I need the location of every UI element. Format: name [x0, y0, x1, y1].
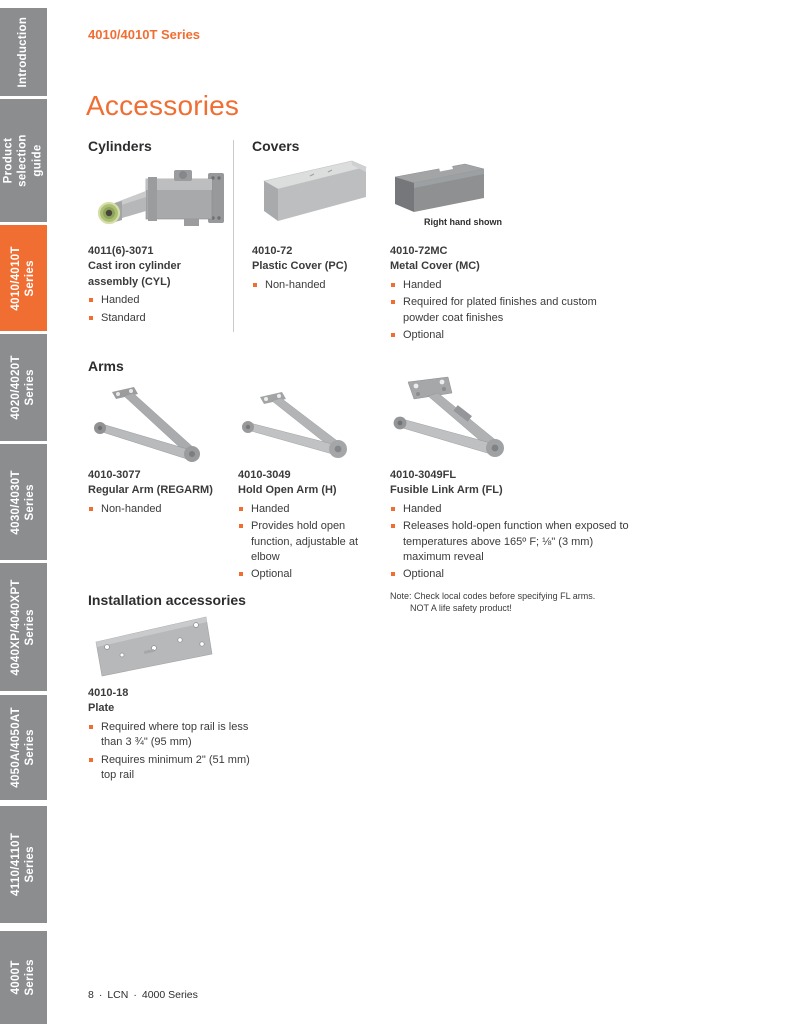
product-metal-cover	[390, 244, 615, 345]
bullet-item: Handed	[238, 502, 370, 517]
hold-open-arm-photo	[238, 385, 362, 470]
product-plastic-cover	[252, 244, 387, 295]
regular-arm-photo	[88, 378, 222, 473]
product-plate	[88, 686, 258, 785]
note-line: Note: Check local codes before specifying FL arms.	[390, 590, 596, 601]
product-hold-open-arm	[238, 468, 370, 585]
page-title: Accessories	[86, 90, 240, 121]
cylinders-heading: Cylinders	[88, 138, 152, 154]
product-bullets	[390, 502, 638, 583]
product-name: Cast iron cylinder assembly (CYL)	[88, 260, 181, 288]
product-code: 4011(6)-3071	[88, 245, 154, 257]
sidebar-tab-4000t-series[interactable]	[0, 931, 47, 1024]
product-bullets	[88, 502, 248, 517]
product-bullets	[88, 720, 258, 784]
product-code: 4010-3077	[88, 469, 141, 481]
bullet-item: Standard	[88, 311, 206, 326]
product-name: Metal Cover (MC)	[390, 260, 480, 273]
covers-heading: Covers	[252, 138, 300, 154]
sidebar-tab-4050a-4050at-series[interactable]	[0, 695, 47, 800]
bullet-item: Handed	[390, 502, 638, 517]
tab-label: 4110/4110T Series	[10, 832, 37, 897]
product-regular-arm	[88, 468, 248, 519]
fl-arm-note	[390, 590, 638, 614]
product-code: 4010-72MC	[390, 245, 448, 257]
sidebar-tab-4020-4020t-series[interactable]	[0, 334, 47, 441]
tab-label: 4000T Series	[10, 959, 37, 996]
series-title: 4010/4010T Series	[88, 27, 201, 42]
footer-separator: ·	[133, 989, 137, 1001]
product-name: Regular Arm (REGARM)	[88, 484, 213, 497]
product-code: 4010-3049	[238, 469, 291, 481]
product-code: 4010-3049FL	[390, 469, 457, 481]
product-code: 4010-18	[88, 687, 129, 699]
bullet-item: Provides hold open function, adjustable at elbow	[238, 519, 370, 565]
tab-label: 4030/4030T Series	[10, 469, 37, 535]
sidebar-tab-4030-4030t-series[interactable]	[0, 444, 47, 560]
bullet-item: Handed	[88, 293, 206, 308]
sidebar-tab-4110-4110t-series[interactable]	[0, 806, 47, 923]
bullet-item: Optional	[238, 567, 370, 582]
tab-label: Product selection guide	[2, 134, 44, 187]
bullet-item: Required where top rail is less than 3 ¾" (95 mm)	[88, 720, 258, 751]
bullet-item: Requires minimum 2" (51 mm) top rail	[88, 753, 258, 784]
bullet-item: Releases hold-open function when exposed to temperatures above 165º F; ⅛" (3 mm) maximum reveal	[390, 519, 638, 565]
tab-label: 4020/4020T Series	[10, 355, 37, 420]
product-code: 4010-72	[252, 245, 293, 257]
installation-heading: Installation accessories	[88, 592, 246, 608]
bullet-item: Non-handed	[252, 278, 387, 293]
metal-cover-caption: Right hand shown	[424, 217, 502, 227]
product-bullets	[238, 502, 370, 583]
product-name: Hold Open Arm (H)	[238, 484, 337, 497]
sidebar-tab-product-selection-guide[interactable]	[0, 99, 47, 222]
product-bullets	[252, 278, 387, 293]
sidebar-tab-4010-4010t-series[interactable]	[0, 225, 47, 331]
footer-separator: ·	[98, 989, 103, 1001]
tab-label: 4040XP/4040XPT Series	[10, 578, 37, 676]
product-fusible-link-arm	[390, 468, 638, 614]
product-cylinder	[88, 244, 206, 328]
note-line: NOT A life safety product!	[410, 602, 512, 613]
bullet-item: Non-handed	[88, 502, 248, 517]
page-number: 8	[88, 989, 94, 1001]
product-bullets	[390, 278, 615, 344]
bullet-item: Required for plated finishes and custom powder coat finishes	[390, 295, 615, 326]
mounting-plate-photo	[92, 614, 219, 685]
tab-label: 4010/4010T Series	[10, 245, 37, 311]
cast-iron-cylinder-photo	[88, 158, 230, 247]
tab-label: Introduction	[17, 16, 30, 88]
tab-label: 4050A/4050AT Series	[10, 707, 37, 788]
bullet-item: Optional	[390, 328, 615, 343]
footer-brand: LCN	[107, 989, 129, 1001]
footer-series: 4000 Series	[141, 989, 198, 1001]
product-name: Plate	[88, 702, 115, 715]
fusible-link-arm-photo	[390, 374, 518, 473]
bullet-item: Optional	[390, 567, 638, 582]
column-divider	[233, 140, 234, 332]
bullet-item: Handed	[390, 278, 615, 293]
product-name: Plastic Cover (PC)	[252, 260, 348, 273]
metal-cover-photo	[389, 160, 491, 221]
plastic-cover-photo	[248, 150, 376, 239]
arms-heading: Arms	[88, 358, 124, 374]
product-name: Fusible Link Arm (FL)	[390, 484, 503, 497]
sidebar-tab-4040xp-4040xpt-series[interactable]	[0, 563, 47, 691]
sidebar-tab-introduction[interactable]	[0, 8, 47, 96]
page-footer	[88, 989, 202, 1001]
product-bullets	[88, 293, 206, 326]
